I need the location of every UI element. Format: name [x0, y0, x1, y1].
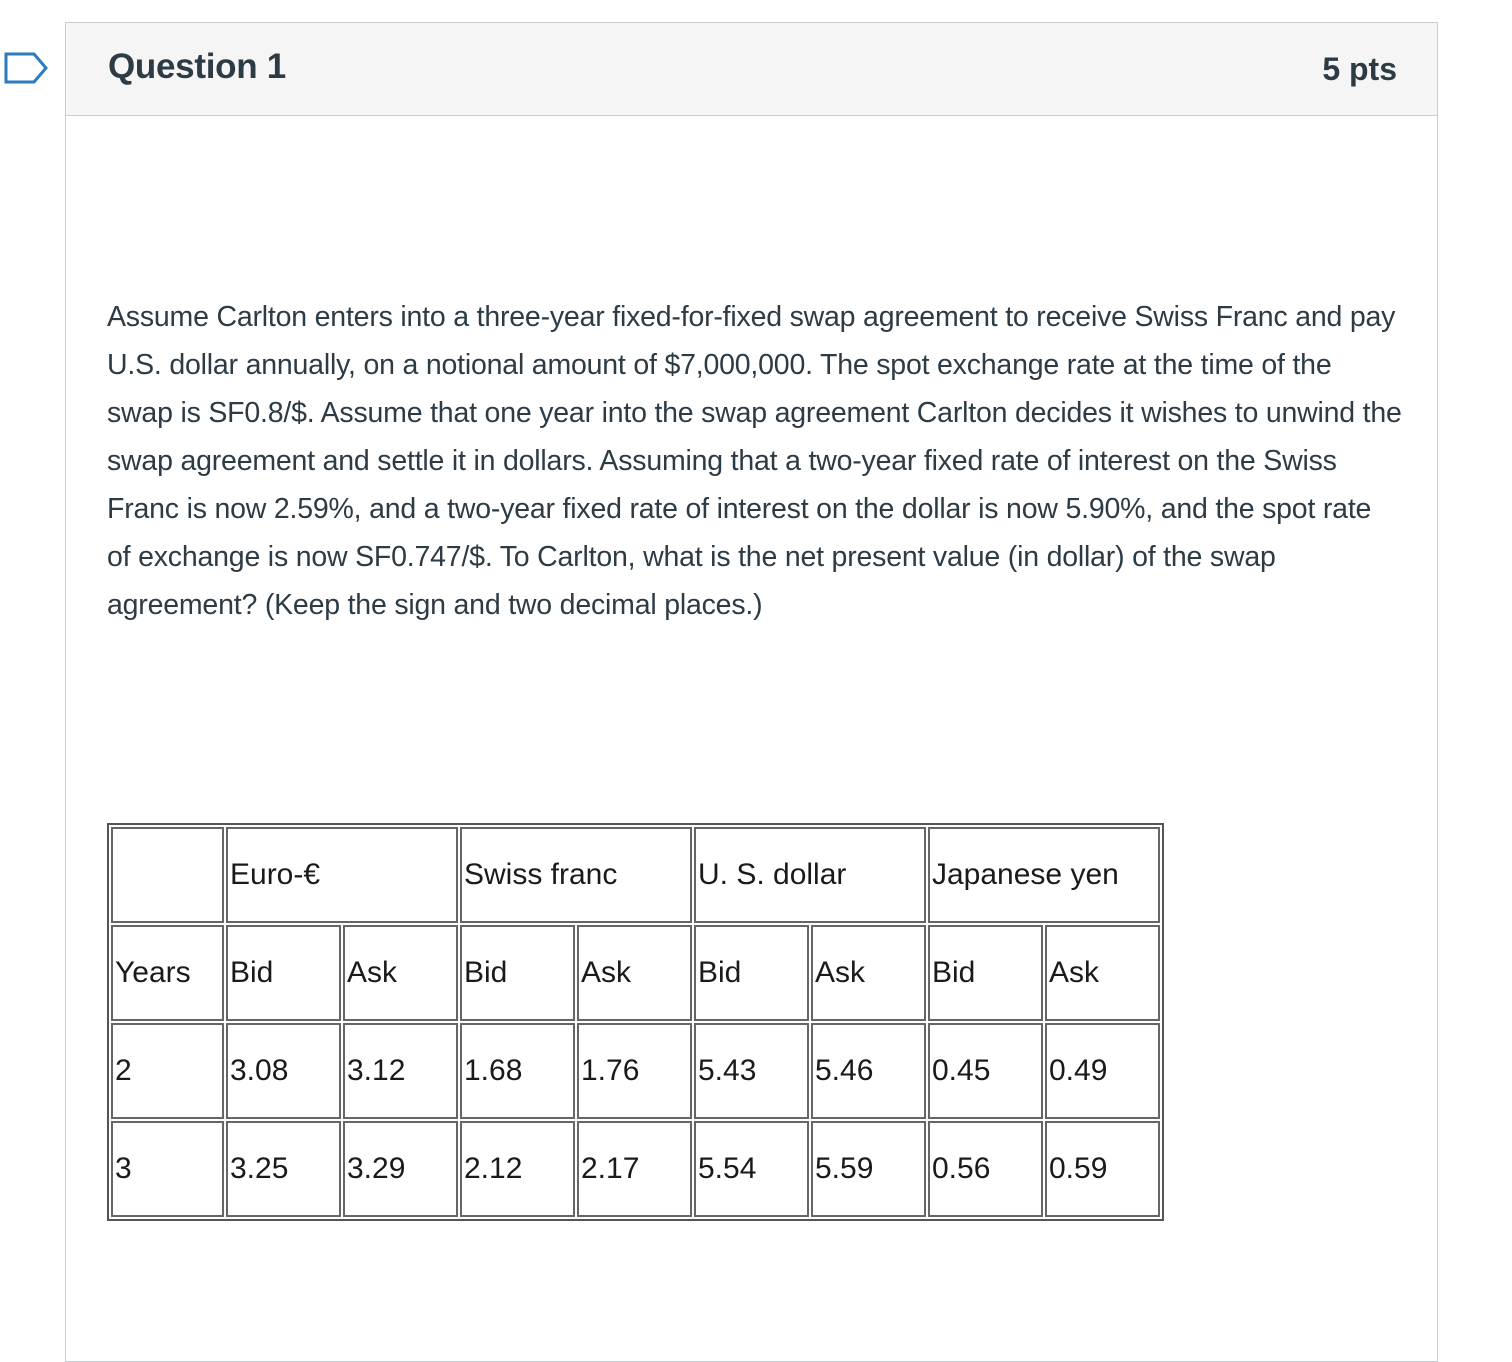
rate-cell: 2.17 — [577, 1121, 692, 1217]
rate-cell: 5.59 — [811, 1121, 926, 1217]
ask-header: Ask — [1045, 925, 1160, 1021]
year-cell: 3 — [111, 1121, 224, 1217]
currency-header-row — [111, 827, 1160, 923]
rate-cell: 5.43 — [694, 1023, 809, 1119]
question-points: 5 pts — [1322, 51, 1397, 87]
currency-header-us-dollar: U. S. dollar — [694, 827, 926, 923]
bid-ask-header-row — [111, 925, 1160, 1021]
currency-header-swiss-franc: Swiss franc — [460, 827, 692, 923]
rate-cell: 5.54 — [694, 1121, 809, 1217]
bid-header: Bid — [928, 925, 1043, 1021]
year-cell: 2 — [111, 1023, 224, 1119]
ask-header: Ask — [811, 925, 926, 1021]
ask-header: Ask — [577, 925, 692, 1021]
question-header — [66, 23, 1437, 116]
years-header: Years — [111, 925, 224, 1021]
rate-cell: 2.12 — [460, 1121, 575, 1217]
rate-cell: 1.68 — [460, 1023, 575, 1119]
bid-header: Bid — [226, 925, 341, 1021]
table-corner-cell — [111, 827, 224, 923]
rate-cell: 1.76 — [577, 1023, 692, 1119]
rate-cell: 0.49 — [1045, 1023, 1160, 1119]
question-card — [65, 22, 1438, 1362]
rate-cell: 3.25 — [226, 1121, 341, 1217]
rate-cell: 3.12 — [343, 1023, 458, 1119]
rate-cell: 5.46 — [811, 1023, 926, 1119]
interest-rates-table — [107, 823, 1164, 1221]
table-row — [111, 1023, 1160, 1119]
rate-cell: 3.08 — [226, 1023, 341, 1119]
rate-cell: 3.29 — [343, 1121, 458, 1217]
question-title: Question 1 — [108, 47, 286, 86]
table-row — [111, 1121, 1160, 1217]
currency-header-japanese-yen: Japanese yen — [928, 827, 1160, 923]
bid-header: Bid — [694, 925, 809, 1021]
question-flag-icon[interactable] — [4, 52, 48, 84]
rate-cell: 0.59 — [1045, 1121, 1160, 1217]
bid-header: Bid — [460, 925, 575, 1021]
question-text: Assume Carlton enters into a three-year fixed-for-fixed swap agreement to receive Swiss Franc and pay U.S. dollar annually, on a notional amount of $7,000,000. The spot exchange rate at the time of the swap is SF0.8/$. Assume that one year into the swap agreement Carlton decides it wishes to unwind the swap agreement and settle it in dollars. Assuming that a two-year fixed rate of interest on the Swiss Franc is now 2.59%, and a two-year fixed rate of interest on the dollar is now 5.90%, and the spot rate of exchange is now SF0.747/$. To Carlton, what is the net present value (in dollar) of the swap agreement? (Keep the sign and two decimal places.) — [107, 301, 1402, 621]
currency-header-euro: Euro-€ — [226, 827, 458, 923]
ask-header: Ask — [343, 925, 458, 1021]
rate-cell: 0.45 — [928, 1023, 1043, 1119]
rate-cell: 0.56 — [928, 1121, 1043, 1217]
